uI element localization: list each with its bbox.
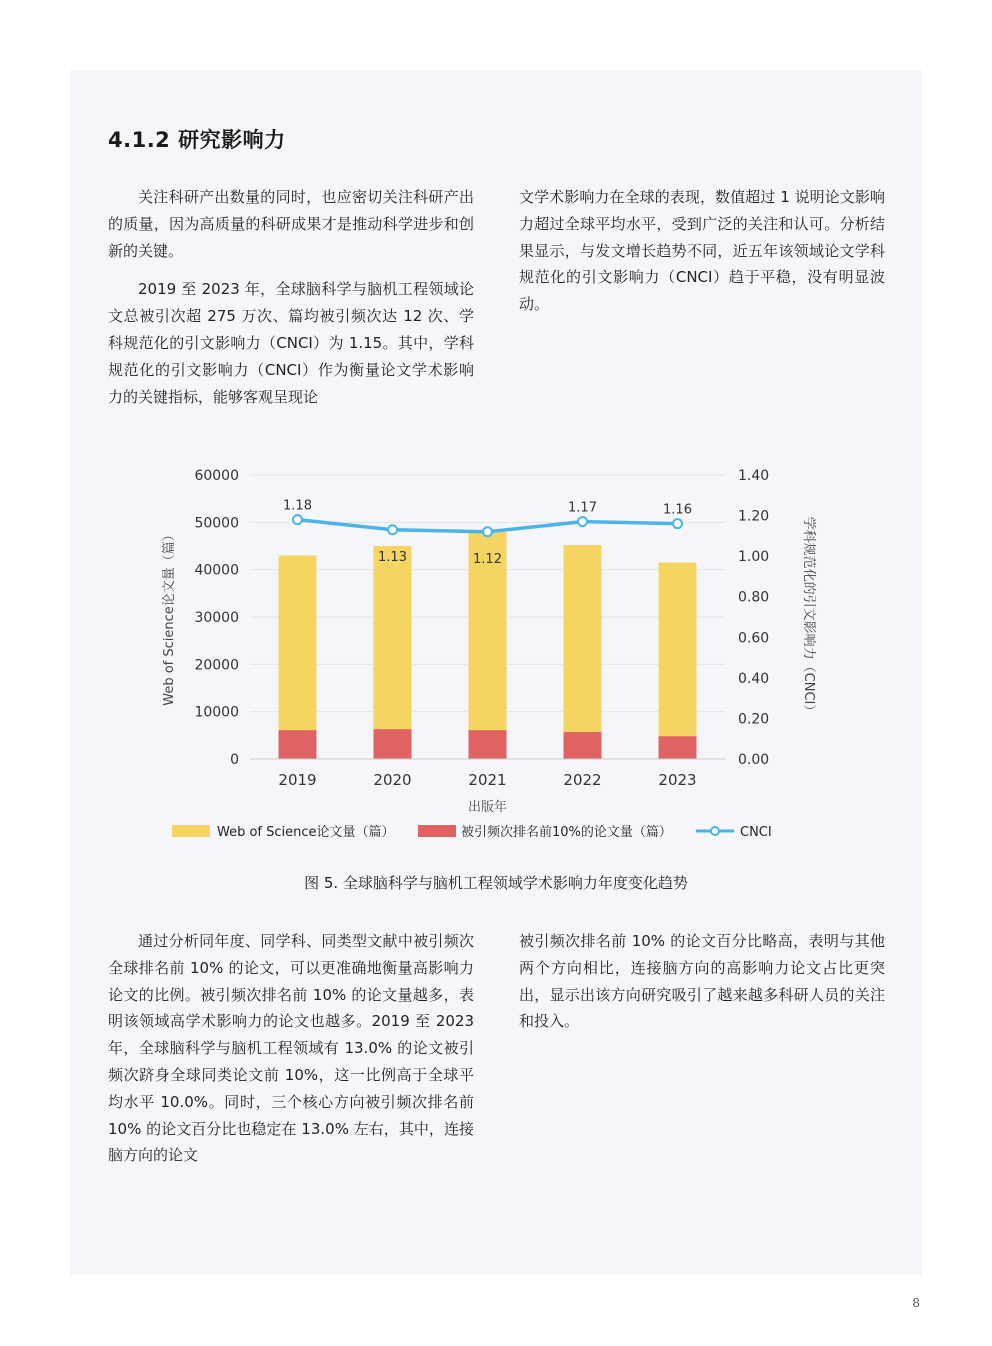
y2-tick-label: 0.20 [738,711,770,728]
bar-wos-papers [659,563,697,759]
cnci-point [483,527,492,536]
legend-swatch-top10 [418,825,456,837]
figure-caption: 图 5. 全球脑科学与脑机工程领域学术影响力年度变化趋势 [304,874,688,892]
bar-wos-papers [564,545,602,759]
y-tick-label: 40000 [194,562,239,579]
cnci-data-label: 1.16 [663,502,692,518]
y-tick-label: 30000 [194,610,239,626]
cnci-point [388,525,397,534]
y2-tick-label: 0.00 [738,752,770,768]
x-axis-title: 出版年 [467,800,508,815]
page-number: 8 [912,1296,920,1310]
legend-swatch-wos [172,825,210,837]
cnci-data-label: 1.12 [473,551,502,567]
bar-top10-papers [469,730,507,759]
x-tick-label: 2022 [563,771,602,789]
cnci-point [293,515,302,524]
y2-axis-title: 学科规范化的引文影响力（CNCI） [801,516,816,718]
legend-label-wos: Web of Science论文量（篇） [217,825,395,840]
y2-tick-label: 1.40 [738,468,770,484]
bar-top10-papers [279,730,317,759]
legend-label-top10: 被引频次排名前10%的论文量（篇） [461,825,672,840]
section-title: 4.1.2 研究影响力 [108,128,286,152]
y2-tick-label: 0.80 [738,589,770,606]
bar-top10-papers [374,729,412,759]
y-tick-label: 50000 [194,515,239,532]
cnci-data-label: 1.17 [568,500,597,516]
legend-marker-cnci [711,827,719,835]
y-tick-label: 60000 [194,468,239,484]
y2-tick-label: 1.00 [738,549,770,566]
bar-wos-papers [279,555,317,759]
bar-top10-papers [564,732,602,759]
y-axis-title: Web of Science论文量（篇） [162,528,177,706]
x-tick-label: 2020 [373,771,412,789]
text-column-right-top [519,184,885,330]
bar-top10-papers [659,736,697,759]
paragraph: 通过分析同年度、同学科、同类型文献中被引频次全球排名前 10% 的论文，可以更准确地衡量高影响力论文的比例。被引频次排名前 10% 的论文量越多，表明该领域高学术影响力的论文也越多。2019 至 2023 年，全球脑科学与脑机工程领域有 13.0% 的论文被引频次跻身全球同类论文前 10%，这一比例高于全球平均水平 10.0%。同时，三个核心方向被引频次排名前 10% 的论文百分比也稳定在 13.0% 左右，其中，连接脑方向的论文 [108,932,474,1165]
cnci-data-label: 1.13 [378,549,407,565]
x-tick-label: 2019 [278,771,317,789]
cnci-point [578,517,587,526]
y-tick-label: 0 [230,752,239,768]
y2-tick-label: 0.60 [738,630,770,647]
x-tick-label: 2021 [468,771,507,789]
y-tick-label: 20000 [194,657,239,674]
text-column-right-bottom [519,928,885,1047]
y-tick-label: 10000 [194,704,239,721]
paragraph: 被引频次排名前 10% 的论文百分比略高，表明与其他两个方向相比，连接脑方向的高影响力论文占比更突出，显示出该方向研究吸引了越来越多科研人员的关注和投入。 [519,932,885,1031]
impact-trend-chart [150,455,850,860]
text-column-left-top [108,184,474,422]
bar-wos-papers [374,546,412,759]
paragraph: 文学术影响力在全球的表现，数值超过 1 说明论文影响力超过全球平均水平，受到广泛的关注和认可。分析结果显示，与发文增长趋势不同，近五年该领域论文学科规范化的引文影响力（CNCI）趋于平稳，没有明显波动。 [519,188,885,314]
cnci-point [673,519,682,528]
cnci-data-label: 1.18 [283,498,312,514]
paragraph: 关注科研产出数量的同时，也应密切关注科研产出的质量，因为高质量的科研成果才是推动科学进步和创新的关键。 [108,188,474,260]
x-tick-label: 2023 [658,771,697,789]
text-column-left-bottom [108,928,474,1181]
y2-tick-label: 0.40 [738,670,770,687]
paragraph: 2019 至 2023 年，全球脑科学与脑机工程领域论文总被引次超 275 万次、篇均被引频次达 12 次、学科规范化的引文影响力（CNCI）为 1.15。其中，学科规范化的引文影响力（CNCI）作为衡量论文学术影响力的关键指标，能够客观呈现论 [108,280,474,406]
y2-tick-label: 1.20 [738,508,770,525]
legend-label-cnci: CNCI [740,825,772,840]
